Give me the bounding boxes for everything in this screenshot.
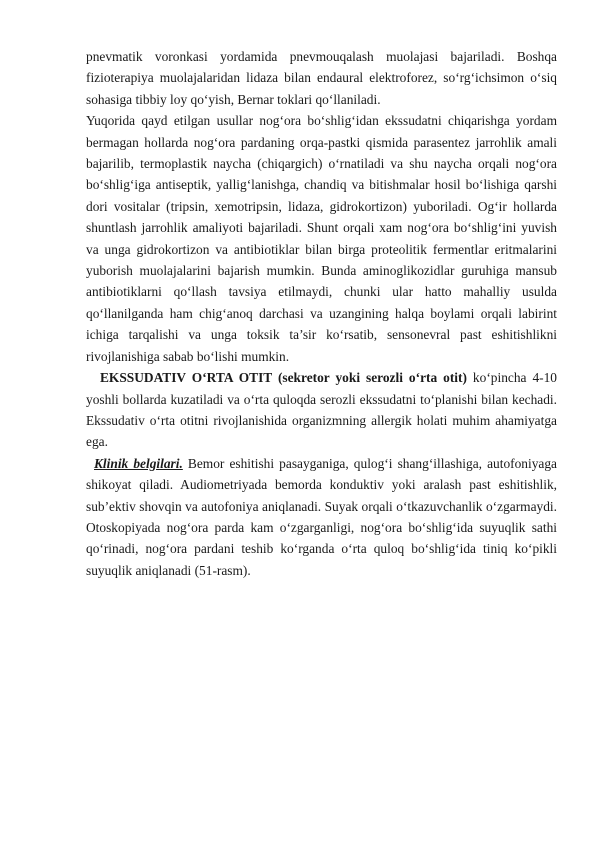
section-heading-exudative-otitis: EKSSUDATIV O‘RTA OTIT (sekretor yoki serozli o‘rta otit)	[100, 370, 467, 386]
subheading-clinical-signs: Klinik belgilari.	[94, 455, 183, 471]
paragraph-clinical-signs	[86, 453, 557, 581]
document-page	[86, 46, 557, 581]
paragraph-exudative-otitis	[86, 367, 557, 453]
paragraph-physiotherapy: pnevmatik voronkasi yordamida pnevmouqalash muolajasi bajariladi. Boshqa fizioterapiya muolajalaridan lidaza bilan endaural elektroforez, so‘rg‘ichsimon o‘siq sohasiga tibbiy loy qo‘yish, Bernar toklari qo‘llaniladi.	[86, 49, 557, 107]
paragraph-paracentesis: Yuqorida qayd etilgan usullar nog‘ora bo‘shlig‘idan ekssudatni chiqarishga yordam bermagan hollarda nog‘ora pardaning orqa-pastki qismida parasentez jarrohlik amali bajarilib, termoplastik naycha (chiqargich) o‘rnatiladi va shu naycha orqali nog‘ora bo‘shlig‘iga antiseptik, yallig‘lanishga, chandiq va bitishmalar hosil bo‘lishiga qarshi dori vositalar (tripsin, xemotripsin, lidaza, gidrokortizon) yuboriladi. Og‘ir hollarda shuntlash jarrohlik amaliyoti bajariladi. Shunt orqali xam nog‘ora bo‘shlig‘ini yuvish va unga gidrokortizon va antibiotiklar bilan birga proteolitik fermentlar eritmalarini yuborish muolajalarini bajarish mumkin. Bunda aminoglikozidlar guruhiga mansub antibiotiklarni qo‘llash tavsiya etilmaydi, chunki ular hatto mahalliy usulda qo‘llanilganda ham chig‘anoq darchasi va uzangining halqa boylami orqali labirint ichiga tarqalishi va unga toksik ta’sir ko‘rsatib, sensonevral past eshitishlikni rivojlanishiga sabab bo‘lishi mumkin.	[86, 113, 557, 364]
paragraph-clinical-signs-text: Bemor eshitishi pasayganiga, qulog‘i shang‘illashiga, autofoniyaga shikoyat qiladi. Audiometriyada bemorda konduktiv yoki aralash past eshitishlik, sub’ektiv shovqin va autofoniya aniqlanadi. Suyak orqali o‘tkazuvchanlik o‘zgarmaydi. Otoskopiyada nog‘ora parda kam o‘zgarganligi, nog‘ora bo‘shlig‘ida suyuqlik sathi qo‘rinadi, nog‘ora pardani teshib ko‘rganda o‘rta quloq bo‘shlig‘ida tiniq ko‘pikli suyuqlik aniqlanadi (51-rasm).	[86, 455, 557, 578]
paragraph-exudative-otitis-text: ko‘pincha 4-10 yoshli bollarda kuzatiladi va o‘rta quloqda serozli ekssudatni to‘planishi bilan kechadi. Ekssudativ o‘rta otitni rivojlanishida organizmning allergik holati muhim ahamiyatga ega.	[86, 370, 557, 450]
